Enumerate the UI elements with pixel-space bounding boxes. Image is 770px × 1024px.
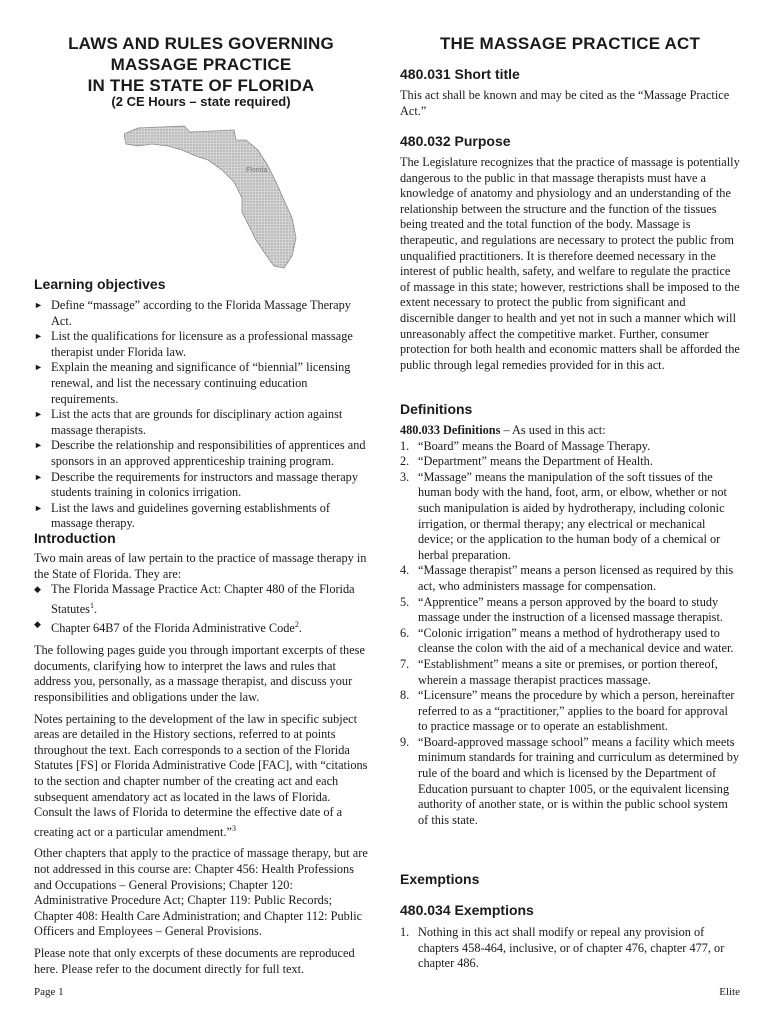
definition-text: “Department” means the Department of Health. bbox=[418, 454, 653, 469]
florida-map-image bbox=[124, 120, 314, 270]
definition-text: “Apprentice” means a person approved by the board to study massage under the instruction of a licensed massage therapist. bbox=[418, 594, 723, 625]
objective-item bbox=[34, 298, 368, 329]
exemptions-body bbox=[400, 925, 740, 972]
section-032-text: The Legislature recognizes that the practice of massage is potentially dangerous to the public in that massage therapists must have a knowledge of anatomy and physiology and an understanding of the relationship between the structure and the function of the tissues being treated and the total function of the body. Massage is therapeutic, and regulations are necessary to protect the public from unqualified practitioners. It is therefore deemed necessary in the interest of public health, safety, and welfare to regulate the practice of massage in this state; however, restrictions shall be imposed to the extent necessary to protect the public from significant and discernible danger to health and yet not in such a manner which will unreasonably affect the competitive market. Further, consumer protection for both health and economic matters shall be afforded the public through legal remedies provided for in this act. bbox=[400, 155, 740, 372]
definition-item bbox=[400, 439, 740, 455]
definition-item bbox=[400, 688, 740, 735]
intro-lead: Two main areas of law pertain to the practice of massage therapy in the State of Florida. They are: bbox=[34, 551, 367, 581]
item-number: 9. bbox=[400, 734, 410, 749]
intro-bullet: ◆ The Florida Massage Practice Act: Chapter 480 of the Florida Statutes$^1$. bbox=[34, 582, 355, 616]
learning-objectives-list bbox=[34, 298, 368, 532]
introduction-heading: Introduction bbox=[34, 530, 116, 546]
definitions-lead-rest: – As used in this act: bbox=[500, 423, 606, 437]
definition-item bbox=[400, 454, 740, 470]
item-number: 4. bbox=[400, 563, 410, 578]
diamond-bullet-icon: ◆ bbox=[34, 584, 41, 595]
intro-paragraph: Other chapters that apply to the practice of massage therapy, but are not addressed in this course are: Chapter 456: Health Professions and Occupations – General Provisions; Chapter 120: Administrative Procedure Act; Chapter 119: Public Records; Chapter 408: Health Care Administration; and Chapter 112: Public Officers and Employees – General Provisions. bbox=[34, 846, 368, 939]
intro-bullet-text: Chapter 64B7 of the Florida Administrative Code bbox=[51, 621, 295, 636]
document-title bbox=[34, 33, 368, 96]
objective-text: List the qualifications for licensure as a professional massage therapist under Florida law. bbox=[51, 329, 353, 359]
exemption-item bbox=[400, 925, 740, 972]
footnote-ref: 3 bbox=[232, 823, 237, 833]
exemption-text: Nothing in this act shall modify or repeal any provision of chapters 458-464, inclusive, or of chapter 476, chapter 477, or chapter 486. bbox=[418, 925, 725, 971]
definition-text: “Establishment” means a site or premises, or portion thereof, wherein a massage therapist practices massage. bbox=[418, 656, 718, 687]
objective-text: List the acts that are grounds for disciplinary action against massage therapists. bbox=[51, 407, 343, 437]
objective-item bbox=[34, 329, 368, 360]
objective-text: List the laws and guidelines governing establishments of massage therapy. bbox=[51, 500, 331, 531]
page-number: Page 1 bbox=[34, 986, 64, 998]
diamond-bullet-icon: ◆ bbox=[34, 619, 41, 630]
title-line-1: LAWS AND RULES GOVERNING bbox=[68, 34, 334, 53]
introduction-body bbox=[34, 551, 368, 983]
definition-text: “Massage therapist” means a person licensed as required by this act, who administers massage for compensation. bbox=[418, 563, 734, 593]
definitions-body bbox=[400, 423, 740, 828]
intro-bullet-text: The Florida Massage Practice Act: Chapter 480 of the Florida Statutes bbox=[51, 582, 355, 616]
arrow-bullet-icon: ► bbox=[34, 502, 43, 513]
item-number: 8. bbox=[400, 688, 410, 703]
title-line-2: MASSAGE PRACTICE bbox=[110, 55, 292, 74]
definition-item bbox=[400, 595, 740, 626]
objective-item bbox=[34, 360, 368, 407]
title-line-3: IN THE STATE OF FLORIDA bbox=[87, 76, 315, 95]
arrow-bullet-icon: ► bbox=[34, 300, 43, 310]
exemptions-heading: Exemptions bbox=[400, 871, 480, 887]
item-number: 1. bbox=[400, 925, 410, 939]
objective-text: Define “massage” according to the Florida Massage Therapy Act. bbox=[51, 298, 351, 328]
arrow-bullet-icon: ► bbox=[34, 409, 43, 420]
definition-item bbox=[400, 735, 740, 829]
section-031-text: This act shall be known and may be cited as the “Massage Practice Act.” bbox=[400, 88, 730, 118]
item-number: 5. bbox=[400, 594, 410, 609]
act-title: THE MASSAGE PRACTICE ACT bbox=[439, 34, 701, 53]
definition-text: “Board-approved massage school” means a facility which meets minimum standards for training and curriculum as determined by rule of the board and which is licensed by the Department of Education pursuant to chapter 1005, or the equivalent licensing authority of another state, or is within the public school system of this state. bbox=[418, 734, 740, 827]
definitions-lead bbox=[400, 423, 740, 439]
definition-item bbox=[400, 470, 740, 564]
footnote-ref: 1 bbox=[89, 600, 94, 610]
definitions-heading: Definitions bbox=[400, 401, 473, 417]
subtitle: (2 CE Hours – state required) bbox=[111, 94, 291, 109]
objective-text: Describe the relationship and responsibilities of apprentices and sponsors in an approved apprenticeship training program. bbox=[51, 438, 366, 468]
item-number: 1. bbox=[400, 438, 410, 453]
arrow-bullet-icon: ► bbox=[34, 440, 43, 451]
section-032-heading: 480.032 Purpose bbox=[400, 133, 511, 149]
item-number: 6. bbox=[400, 625, 410, 640]
arrow-bullet-icon: ► bbox=[34, 471, 43, 482]
intro-paragraph: The following pages guide you through important excerpts of these documents, clarifying how to interpret the laws and rules that address you, personally, as a massage therapist, and discuss your responsibilities and obligations under the law. bbox=[34, 643, 365, 704]
definition-text: “Colonic irrigation” means a method of hydrotherapy used to cleanse the colon with the aid of a mechanical device and water. bbox=[418, 625, 734, 656]
objective-text: Explain the meaning and significance of “biennial” licensing renewal, and list the necessary continuing education requirements. bbox=[51, 360, 351, 406]
map-label: Florida bbox=[246, 167, 268, 174]
item-number: 3. bbox=[400, 469, 410, 484]
definition-item bbox=[400, 563, 740, 594]
intro-bullet: ◆ Chapter 64B7 of the Florida Administrative Code$^2$. bbox=[34, 619, 302, 636]
footer-brand: Elite bbox=[719, 986, 740, 998]
intro-paragraph-text: Notes pertaining to the development of the law in specific subject areas are detailed in the History sections, referred to at points throughout the text. Each corresponds to a section of the Florida Statutes [FS] or Florida Administrative Code [FAC], with “citations to the section and chapter number of the creating act and each subsequent amendatory act as located in the laws of Florida. Consult the laws of Florida to determine the effective date of a creating act or a particular amendment.” bbox=[34, 711, 368, 839]
definition-item bbox=[400, 657, 740, 688]
intro-paragraph bbox=[34, 712, 368, 841]
objective-item bbox=[34, 501, 368, 532]
arrow-bullet-icon: ► bbox=[34, 331, 43, 342]
section-031-heading: 480.031 Short title bbox=[400, 66, 520, 82]
learning-objectives-heading: Learning objectives bbox=[34, 276, 166, 292]
intro-paragraph: Please note that only excerpts of these documents are reproduced here. Please refer to the document directly for full text. bbox=[34, 945, 355, 976]
objective-item bbox=[34, 470, 368, 501]
objective-item bbox=[34, 407, 368, 438]
definition-text: “Massage” means the manipulation of the soft tissues of the human body with the hand, foot, arm, or elbow, whether or not such manipulation is aided by hydrotherapy, including colonic irrigation, or thermal therapy; any electrical or mechanical device; or the application to the human body of a chemical or herbal preparation. bbox=[418, 469, 727, 562]
item-number: 7. bbox=[400, 656, 410, 671]
item-number: 2. bbox=[400, 454, 410, 469]
definition-text: “Licensure” means the procedure by which a person, hereinafter referred to as a “practitioner,” applies to the board for approval to practice massage or to operate an establishment. bbox=[418, 688, 735, 734]
section-034-heading: 480.034 Exemptions bbox=[400, 902, 534, 918]
footnote-ref: 2 bbox=[294, 620, 299, 630]
arrow-bullet-icon: ► bbox=[34, 362, 43, 373]
objective-item bbox=[34, 438, 368, 469]
definitions-lead-bold: 480.033 Definitions bbox=[400, 423, 501, 437]
definition-item bbox=[400, 626, 740, 657]
objective-text: Describe the requirements for instructors and massage therapy students training in colonics irrigation. bbox=[51, 469, 358, 500]
definition-text: “Board” means the Board of Massage Therapy. bbox=[418, 438, 651, 453]
